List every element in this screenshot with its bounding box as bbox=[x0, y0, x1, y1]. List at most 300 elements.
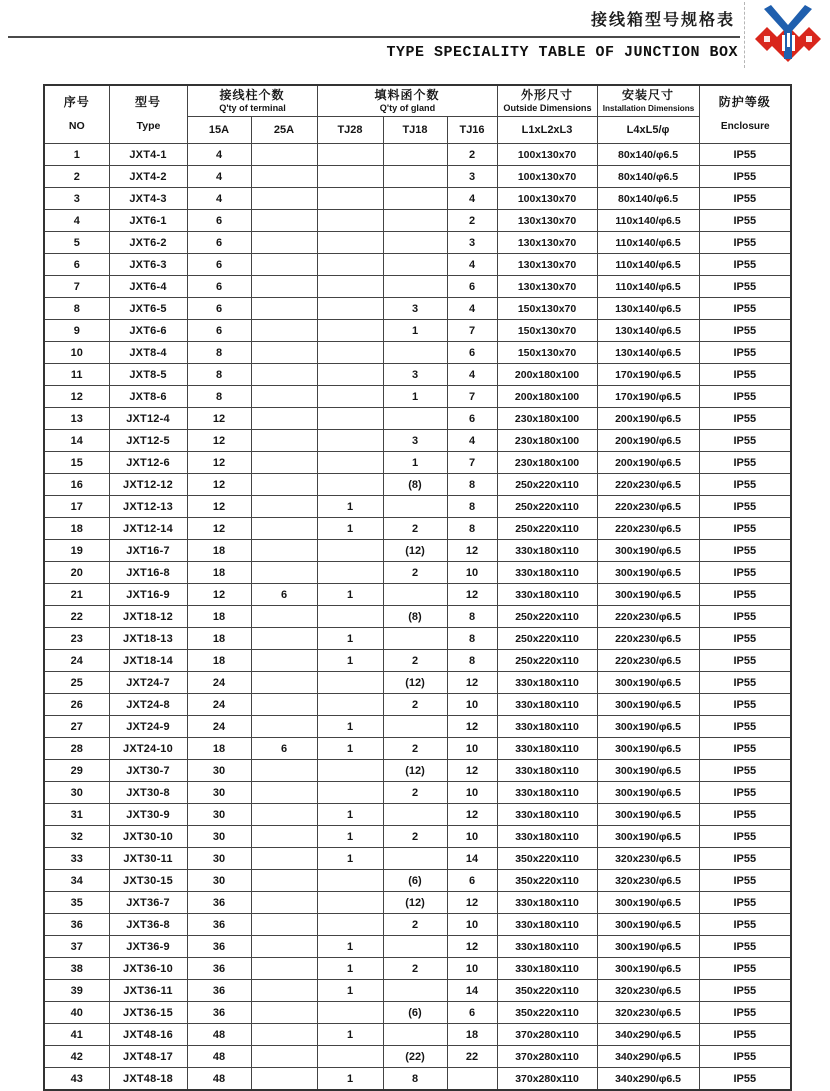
cell-tj28: 1 bbox=[317, 738, 383, 760]
cell-enclosure: IP55 bbox=[699, 738, 791, 760]
cell-tj18: 8 bbox=[383, 1068, 447, 1091]
table-row bbox=[44, 672, 791, 694]
cell-outside-dim: 250x220x110 bbox=[497, 628, 597, 650]
header-outside-en: Outside Dimensions bbox=[502, 102, 592, 114]
cell-enclosure: IP55 bbox=[699, 804, 791, 826]
cell-tj18: 2 bbox=[383, 958, 447, 980]
cell-install-dim: 300x190/φ6.5 bbox=[597, 826, 699, 848]
cell-tj16: 12 bbox=[447, 716, 497, 738]
cell-15a: 6 bbox=[187, 232, 251, 254]
cell-install-dim: 170x190/φ6.5 bbox=[597, 364, 699, 386]
cell-outside-dim: 250x220x110 bbox=[497, 496, 597, 518]
cell-no: 7 bbox=[44, 276, 109, 298]
cell-tj28 bbox=[317, 276, 383, 298]
cell-tj16: 4 bbox=[447, 188, 497, 210]
table-body bbox=[44, 144, 791, 1091]
cell-install-dim: 220x230/φ6.5 bbox=[597, 606, 699, 628]
cell-tj18 bbox=[383, 276, 447, 298]
cell-install-dim: 220x230/φ6.5 bbox=[597, 628, 699, 650]
cell-25a bbox=[251, 210, 317, 232]
cell-15a: 6 bbox=[187, 254, 251, 276]
cell-25a: 6 bbox=[251, 738, 317, 760]
cell-tj28 bbox=[317, 144, 383, 166]
cell-no: 24 bbox=[44, 650, 109, 672]
cell-type: JXT12-12 bbox=[109, 474, 187, 496]
cell-install-dim: 300x190/φ6.5 bbox=[597, 804, 699, 826]
cell-25a bbox=[251, 452, 317, 474]
cell-type: JXT6-3 bbox=[109, 254, 187, 276]
table-row bbox=[44, 1002, 791, 1024]
cell-tj18: (22) bbox=[383, 1046, 447, 1068]
cell-tj28: 1 bbox=[317, 716, 383, 738]
cell-tj16: 6 bbox=[447, 342, 497, 364]
cell-15a: 8 bbox=[187, 386, 251, 408]
cell-type: JXT6-1 bbox=[109, 210, 187, 232]
cell-no: 37 bbox=[44, 936, 109, 958]
cell-install-dim: 80x140/φ6.5 bbox=[597, 144, 699, 166]
cell-install-dim: 320x230/φ6.5 bbox=[597, 1002, 699, 1024]
cell-no: 14 bbox=[44, 430, 109, 452]
cell-tj18 bbox=[383, 232, 447, 254]
table-row bbox=[44, 628, 791, 650]
cell-type: JXT36-7 bbox=[109, 892, 187, 914]
cell-tj16: 8 bbox=[447, 518, 497, 540]
cell-tj18: 2 bbox=[383, 782, 447, 804]
cell-outside-dim: 330x180x110 bbox=[497, 958, 597, 980]
cell-outside-dim: 230x180x100 bbox=[497, 452, 597, 474]
cell-15a: 36 bbox=[187, 914, 251, 936]
cell-type: JXT8-5 bbox=[109, 364, 187, 386]
cell-15a: 36 bbox=[187, 958, 251, 980]
cell-tj16: 3 bbox=[447, 232, 497, 254]
cell-tj18 bbox=[383, 1024, 447, 1046]
cell-install-dim: 300x190/φ6.5 bbox=[597, 782, 699, 804]
cell-outside-dim: 330x180x110 bbox=[497, 826, 597, 848]
cell-install-dim: 300x190/φ6.5 bbox=[597, 562, 699, 584]
cell-25a bbox=[251, 386, 317, 408]
cell-25a bbox=[251, 958, 317, 980]
cell-25a bbox=[251, 1002, 317, 1024]
cell-type: JXT6-5 bbox=[109, 298, 187, 320]
cell-tj28: 1 bbox=[317, 1024, 383, 1046]
table-row bbox=[44, 276, 791, 298]
cell-15a: 18 bbox=[187, 628, 251, 650]
cell-outside-dim: 330x180x110 bbox=[497, 716, 597, 738]
cell-install-dim: 220x230/φ6.5 bbox=[597, 518, 699, 540]
cell-25a: 6 bbox=[251, 584, 317, 606]
cell-no: 26 bbox=[44, 694, 109, 716]
cell-outside-dim: 100x130x70 bbox=[497, 166, 597, 188]
cell-no: 33 bbox=[44, 848, 109, 870]
header-type bbox=[109, 85, 187, 144]
table-row bbox=[44, 980, 791, 1002]
cell-15a: 30 bbox=[187, 782, 251, 804]
cell-install-dim: 300x190/φ6.5 bbox=[597, 958, 699, 980]
cell-tj16: 2 bbox=[447, 210, 497, 232]
cell-tj16: 8 bbox=[447, 606, 497, 628]
cell-25a bbox=[251, 936, 317, 958]
cell-tj18 bbox=[383, 848, 447, 870]
cell-15a: 12 bbox=[187, 430, 251, 452]
cell-no: 2 bbox=[44, 166, 109, 188]
table-row bbox=[44, 694, 791, 716]
cell-install-dim: 340x290/φ6.5 bbox=[597, 1046, 699, 1068]
cell-enclosure: IP55 bbox=[699, 166, 791, 188]
cell-no: 42 bbox=[44, 1046, 109, 1068]
cell-install-dim: 220x230/φ6.5 bbox=[597, 474, 699, 496]
cell-tj18: 1 bbox=[383, 386, 447, 408]
cell-15a: 18 bbox=[187, 650, 251, 672]
cell-type: JXT18-14 bbox=[109, 650, 187, 672]
cell-outside-dim: 370x280x110 bbox=[497, 1068, 597, 1091]
logo-separator-line bbox=[744, 2, 745, 68]
table-row bbox=[44, 144, 791, 166]
cell-15a: 12 bbox=[187, 408, 251, 430]
cell-15a: 24 bbox=[187, 694, 251, 716]
cell-type: JXT16-7 bbox=[109, 540, 187, 562]
cell-enclosure: IP55 bbox=[699, 254, 791, 276]
cell-outside-dim: 330x180x110 bbox=[497, 672, 597, 694]
cell-outside-dim: 250x220x110 bbox=[497, 650, 597, 672]
cell-no: 10 bbox=[44, 342, 109, 364]
cell-25a bbox=[251, 848, 317, 870]
header-no-en: NO bbox=[68, 120, 85, 132]
cell-tj16: 2 bbox=[447, 144, 497, 166]
cell-25a bbox=[251, 254, 317, 276]
cell-25a bbox=[251, 716, 317, 738]
table-row bbox=[44, 782, 791, 804]
subheader-tj16: TJ16 bbox=[447, 117, 497, 144]
cell-type: JXT36-15 bbox=[109, 1002, 187, 1024]
cell-enclosure: IP55 bbox=[699, 826, 791, 848]
cell-enclosure: IP55 bbox=[699, 188, 791, 210]
table-row bbox=[44, 1068, 791, 1091]
table-row bbox=[44, 496, 791, 518]
table-row bbox=[44, 738, 791, 760]
cell-tj18 bbox=[383, 210, 447, 232]
cell-25a bbox=[251, 628, 317, 650]
cell-15a: 36 bbox=[187, 980, 251, 1002]
cell-no: 34 bbox=[44, 870, 109, 892]
cell-tj28 bbox=[317, 474, 383, 496]
cell-enclosure: IP55 bbox=[699, 408, 791, 430]
cell-tj28 bbox=[317, 606, 383, 628]
header-outside-cn: 外形尺寸 bbox=[521, 87, 574, 102]
table-row bbox=[44, 1046, 791, 1068]
cell-type: JXT8-4 bbox=[109, 342, 187, 364]
cell-type: JXT24-8 bbox=[109, 694, 187, 716]
cell-tj16: 4 bbox=[447, 298, 497, 320]
cell-25a bbox=[251, 496, 317, 518]
cell-15a: 18 bbox=[187, 738, 251, 760]
cell-type: JXT36-11 bbox=[109, 980, 187, 1002]
table-row bbox=[44, 870, 791, 892]
cell-25a bbox=[251, 826, 317, 848]
cell-type: JXT6-4 bbox=[109, 276, 187, 298]
cell-outside-dim: 200x180x100 bbox=[497, 364, 597, 386]
cell-install-dim: 130x140/φ6.5 bbox=[597, 298, 699, 320]
cell-no: 17 bbox=[44, 496, 109, 518]
subheader-15a: 15A bbox=[187, 117, 251, 144]
cell-install-dim: 300x190/φ6.5 bbox=[597, 936, 699, 958]
cell-tj16: 22 bbox=[447, 1046, 497, 1068]
table-row bbox=[44, 584, 791, 606]
cell-25a bbox=[251, 430, 317, 452]
cell-15a: 18 bbox=[187, 606, 251, 628]
table-row bbox=[44, 474, 791, 496]
header-no-cn: 序号 bbox=[63, 95, 90, 110]
header-terminal-qty bbox=[187, 85, 317, 117]
cell-outside-dim: 230x180x100 bbox=[497, 408, 597, 430]
cell-15a: 48 bbox=[187, 1046, 251, 1068]
cell-tj18 bbox=[383, 980, 447, 1002]
cell-install-dim: 300x190/φ6.5 bbox=[597, 672, 699, 694]
cell-tj28 bbox=[317, 1046, 383, 1068]
cell-tj16: 10 bbox=[447, 826, 497, 848]
header-enclosure bbox=[699, 85, 791, 144]
cell-15a: 4 bbox=[187, 166, 251, 188]
cell-tj28 bbox=[317, 672, 383, 694]
cell-no: 25 bbox=[44, 672, 109, 694]
cell-type: JXT16-8 bbox=[109, 562, 187, 584]
cell-no: 21 bbox=[44, 584, 109, 606]
cell-tj28 bbox=[317, 364, 383, 386]
cell-tj16: 6 bbox=[447, 408, 497, 430]
cell-outside-dim: 330x180x110 bbox=[497, 936, 597, 958]
cell-enclosure: IP55 bbox=[699, 694, 791, 716]
cell-no: 29 bbox=[44, 760, 109, 782]
cell-25a bbox=[251, 144, 317, 166]
cell-tj28 bbox=[317, 1002, 383, 1024]
cell-tj16: 4 bbox=[447, 430, 497, 452]
cell-tj28 bbox=[317, 782, 383, 804]
cell-tj16: 8 bbox=[447, 496, 497, 518]
cell-install-dim: 340x290/φ6.5 bbox=[597, 1068, 699, 1091]
cell-tj18: (12) bbox=[383, 760, 447, 782]
header-install-cn: 安装尺寸 bbox=[622, 88, 675, 103]
cell-type: JXT36-9 bbox=[109, 936, 187, 958]
cell-tj18 bbox=[383, 166, 447, 188]
cell-tj28 bbox=[317, 166, 383, 188]
cell-type: JXT48-16 bbox=[109, 1024, 187, 1046]
table-row bbox=[44, 342, 791, 364]
cell-tj18: (8) bbox=[383, 606, 447, 628]
cell-type: JXT16-9 bbox=[109, 584, 187, 606]
cell-enclosure: IP55 bbox=[699, 848, 791, 870]
cell-install-dim: 300x190/φ6.5 bbox=[597, 914, 699, 936]
cell-outside-dim: 350x220x110 bbox=[497, 848, 597, 870]
cell-tj16: 7 bbox=[447, 452, 497, 474]
cell-25a bbox=[251, 606, 317, 628]
cell-type: JXT12-6 bbox=[109, 452, 187, 474]
cell-outside-dim: 330x180x110 bbox=[497, 584, 597, 606]
cell-no: 9 bbox=[44, 320, 109, 342]
table-row bbox=[44, 166, 791, 188]
cell-type: JXT30-10 bbox=[109, 826, 187, 848]
cell-tj28: 1 bbox=[317, 804, 383, 826]
cell-15a: 12 bbox=[187, 474, 251, 496]
cell-tj16: 10 bbox=[447, 782, 497, 804]
cell-25a bbox=[251, 1046, 317, 1068]
subheader-25a: 25A bbox=[251, 117, 317, 144]
cell-outside-dim: 330x180x110 bbox=[497, 804, 597, 826]
table-row bbox=[44, 1024, 791, 1046]
cell-tj28 bbox=[317, 298, 383, 320]
table-row bbox=[44, 826, 791, 848]
cell-outside-dim: 250x220x110 bbox=[497, 474, 597, 496]
cell-install-dim: 300x190/φ6.5 bbox=[597, 540, 699, 562]
cell-25a bbox=[251, 1024, 317, 1046]
header-terminal-cn: 接线柱个数 bbox=[219, 87, 285, 102]
cell-install-dim: 300x190/φ6.5 bbox=[597, 892, 699, 914]
cell-install-dim: 300x190/φ6.5 bbox=[597, 584, 699, 606]
cell-enclosure: IP55 bbox=[699, 650, 791, 672]
cell-tj28: 1 bbox=[317, 958, 383, 980]
cell-tj18: 1 bbox=[383, 452, 447, 474]
cell-25a bbox=[251, 562, 317, 584]
cell-tj16: 6 bbox=[447, 1002, 497, 1024]
cell-type: JXT12-5 bbox=[109, 430, 187, 452]
table-row bbox=[44, 936, 791, 958]
cell-15a: 18 bbox=[187, 540, 251, 562]
cell-type: JXT36-8 bbox=[109, 914, 187, 936]
cell-tj18: (8) bbox=[383, 474, 447, 496]
cell-install-dim: 110x140/φ6.5 bbox=[597, 232, 699, 254]
cell-15a: 36 bbox=[187, 1002, 251, 1024]
cell-outside-dim: 100x130x70 bbox=[497, 144, 597, 166]
cell-15a: 30 bbox=[187, 826, 251, 848]
header-install-en: Installation Dimensions bbox=[602, 103, 694, 113]
cell-tj18: 2 bbox=[383, 650, 447, 672]
cell-outside-dim: 150x130x70 bbox=[497, 342, 597, 364]
cell-tj28 bbox=[317, 386, 383, 408]
cell-tj16: 6 bbox=[447, 276, 497, 298]
cell-install-dim: 200x190/φ6.5 bbox=[597, 452, 699, 474]
cell-outside-dim: 130x130x70 bbox=[497, 232, 597, 254]
header-enclosure-en: Enclosure bbox=[720, 120, 770, 133]
cell-tj16: 8 bbox=[447, 650, 497, 672]
page-title-chinese: 接线箱型号规格表 bbox=[590, 12, 735, 29]
cell-15a: 48 bbox=[187, 1068, 251, 1091]
cell-tj18 bbox=[383, 716, 447, 738]
cell-25a bbox=[251, 540, 317, 562]
cell-tj18 bbox=[383, 936, 447, 958]
cell-no: 19 bbox=[44, 540, 109, 562]
cell-tj16: 10 bbox=[447, 738, 497, 760]
cell-tj28 bbox=[317, 870, 383, 892]
cell-enclosure: IP55 bbox=[699, 386, 791, 408]
cell-25a bbox=[251, 166, 317, 188]
cell-tj18 bbox=[383, 628, 447, 650]
table-row bbox=[44, 254, 791, 276]
cell-15a: 12 bbox=[187, 584, 251, 606]
table-row bbox=[44, 298, 791, 320]
cell-enclosure: IP55 bbox=[699, 518, 791, 540]
header-no bbox=[44, 85, 109, 144]
cell-enclosure: IP55 bbox=[699, 606, 791, 628]
cell-no: 1 bbox=[44, 144, 109, 166]
cell-15a: 6 bbox=[187, 276, 251, 298]
cell-outside-dim: 100x130x70 bbox=[497, 188, 597, 210]
cell-type: JXT30-11 bbox=[109, 848, 187, 870]
cell-install-dim: 80x140/φ6.5 bbox=[597, 188, 699, 210]
cell-install-dim: 300x190/φ6.5 bbox=[597, 716, 699, 738]
cell-25a bbox=[251, 1068, 317, 1091]
cell-15a: 6 bbox=[187, 320, 251, 342]
cell-tj18 bbox=[383, 188, 447, 210]
cell-tj28: 1 bbox=[317, 496, 383, 518]
cell-outside-dim: 330x180x110 bbox=[497, 562, 597, 584]
cell-tj16: 8 bbox=[447, 474, 497, 496]
cell-install-dim: 170x190/φ6.5 bbox=[597, 386, 699, 408]
cell-25a bbox=[251, 804, 317, 826]
cell-tj18 bbox=[383, 144, 447, 166]
cell-tj18: 3 bbox=[383, 364, 447, 386]
cell-tj16: 12 bbox=[447, 760, 497, 782]
cell-tj16: 10 bbox=[447, 562, 497, 584]
cell-no: 22 bbox=[44, 606, 109, 628]
cell-tj18: 2 bbox=[383, 562, 447, 584]
cell-no: 5 bbox=[44, 232, 109, 254]
cell-tj18: (12) bbox=[383, 540, 447, 562]
cell-tj16: 10 bbox=[447, 694, 497, 716]
cell-tj28 bbox=[317, 694, 383, 716]
cell-15a: 12 bbox=[187, 496, 251, 518]
cell-25a bbox=[251, 188, 317, 210]
cell-outside-dim: 350x220x110 bbox=[497, 1002, 597, 1024]
cell-enclosure: IP55 bbox=[699, 1024, 791, 1046]
cell-install-dim: 300x190/φ6.5 bbox=[597, 738, 699, 760]
cell-type: JXT30-9 bbox=[109, 804, 187, 826]
cell-enclosure: IP55 bbox=[699, 980, 791, 1002]
cell-enclosure: IP55 bbox=[699, 342, 791, 364]
cell-25a bbox=[251, 474, 317, 496]
cell-no: 31 bbox=[44, 804, 109, 826]
cell-no: 32 bbox=[44, 826, 109, 848]
cell-tj28 bbox=[317, 232, 383, 254]
table-row bbox=[44, 914, 791, 936]
cell-25a bbox=[251, 870, 317, 892]
cell-tj18: (6) bbox=[383, 870, 447, 892]
cell-enclosure: IP55 bbox=[699, 364, 791, 386]
header-terminal-en: Q'ty of terminal bbox=[218, 102, 286, 114]
cell-outside-dim: 350x220x110 bbox=[497, 870, 597, 892]
cell-no: 12 bbox=[44, 386, 109, 408]
cell-tj18: 3 bbox=[383, 298, 447, 320]
cell-outside-dim: 330x180x110 bbox=[497, 782, 597, 804]
cell-install-dim: 110x140/φ6.5 bbox=[597, 254, 699, 276]
cell-no: 41 bbox=[44, 1024, 109, 1046]
cell-tj18: 2 bbox=[383, 826, 447, 848]
cell-tj28 bbox=[317, 210, 383, 232]
cell-tj16: 10 bbox=[447, 958, 497, 980]
cell-enclosure: IP55 bbox=[699, 496, 791, 518]
cell-no: 8 bbox=[44, 298, 109, 320]
cell-outside-dim: 330x180x110 bbox=[497, 914, 597, 936]
cell-tj28: 1 bbox=[317, 518, 383, 540]
cell-tj28 bbox=[317, 914, 383, 936]
cell-tj28 bbox=[317, 408, 383, 430]
cell-tj28 bbox=[317, 254, 383, 276]
cell-15a: 12 bbox=[187, 452, 251, 474]
cell-25a bbox=[251, 980, 317, 1002]
cell-enclosure: IP55 bbox=[699, 430, 791, 452]
header-type-cn: 型号 bbox=[134, 95, 161, 110]
cell-type: JXT30-15 bbox=[109, 870, 187, 892]
cell-outside-dim: 370x280x110 bbox=[497, 1046, 597, 1068]
cell-enclosure: IP55 bbox=[699, 320, 791, 342]
table-row bbox=[44, 848, 791, 870]
